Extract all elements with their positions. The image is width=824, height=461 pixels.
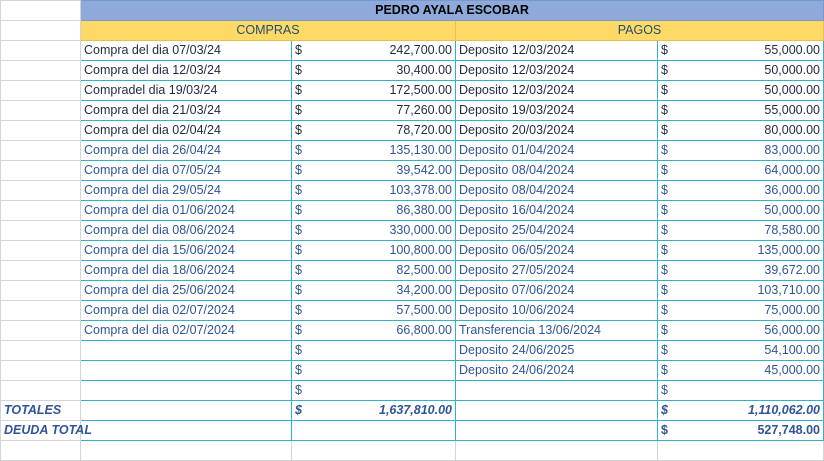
- compra-amount: 86,380.00: [396, 203, 452, 217]
- table-row: [1, 161, 824, 181]
- compra-description[interactable]: Compra del dia 07/05/24: [81, 161, 292, 181]
- pago-currency: $: [661, 43, 668, 57]
- pago-amount: 50,000.00: [764, 83, 820, 97]
- section-header-row: [1, 21, 824, 41]
- table-row: [1, 141, 824, 161]
- pago-currency: $: [661, 83, 668, 97]
- compra-amount-cell[interactable]: [292, 161, 456, 181]
- compra-currency: $: [295, 263, 302, 277]
- deuda-amount-cell[interactable]: [658, 421, 824, 441]
- table-row: [1, 41, 824, 61]
- pago-amount: 54,100.00: [764, 343, 820, 357]
- compra-description[interactable]: Compra del dia 18/06/2024: [81, 261, 292, 281]
- pago-amount: 135,000.00: [757, 243, 820, 257]
- pago-currency: $: [661, 343, 668, 357]
- pago-currency: $: [661, 223, 668, 237]
- pago-amount: 39,672.00: [764, 263, 820, 277]
- row-gutter-cell[interactable]: [1, 321, 81, 341]
- table-row: [1, 341, 824, 361]
- pago-currency: $: [661, 363, 668, 377]
- compra-amount: 82,500.00: [396, 263, 452, 277]
- compra-amount: 30,400.00: [396, 63, 452, 77]
- row-gutter-cell[interactable]: [1, 281, 81, 301]
- totales-label[interactable]: TOTALES: [1, 401, 81, 421]
- client-name-title[interactable]: PEDRO AYALA ESCOBAR: [81, 1, 824, 21]
- cell-a1[interactable]: [1, 1, 81, 21]
- pago-amount-cell[interactable]: [658, 121, 824, 141]
- compra-currency: $: [295, 303, 302, 317]
- compra-description[interactable]: [81, 361, 292, 381]
- compra-amount-cell[interactable]: [292, 81, 456, 101]
- row-gutter-cell[interactable]: [1, 161, 81, 181]
- compra-description[interactable]: Compra del dia 02/07/2024: [81, 301, 292, 321]
- deuda-currency: $: [661, 423, 668, 437]
- compra-description[interactable]: Compradel dia 19/03/24: [81, 81, 292, 101]
- compra-amount: 330,000.00: [389, 223, 452, 237]
- row-gutter-cell[interactable]: [1, 121, 81, 141]
- compra-amount: 103,378.00: [389, 183, 452, 197]
- pagos-header[interactable]: PAGOS: [456, 21, 824, 41]
- table-row: [1, 221, 824, 241]
- pago-amount-cell[interactable]: [658, 201, 824, 221]
- empty-cell[interactable]: [81, 441, 292, 461]
- compra-description[interactable]: Compra del dia 02/04/24: [81, 121, 292, 141]
- pago-amount: 103,710.00: [757, 283, 820, 297]
- compra-description[interactable]: Compra del dia 15/06/2024: [81, 241, 292, 261]
- totales-compras-cell[interactable]: [292, 401, 456, 421]
- table-row: [1, 241, 824, 261]
- deuda-total-label[interactable]: DEUDA TOTAL: [1, 421, 81, 441]
- row-gutter-cell[interactable]: [1, 41, 81, 61]
- pago-currency: $: [661, 183, 668, 197]
- pago-amount-cell[interactable]: [658, 321, 824, 341]
- sheet-body: [1, 1, 824, 461]
- row-gutter-cell[interactable]: [1, 381, 81, 401]
- compra-currency: $: [295, 83, 302, 97]
- totales-empty-cell[interactable]: [81, 401, 292, 421]
- pago-amount: 64,000.00: [764, 163, 820, 177]
- pago-description[interactable]: [456, 381, 658, 401]
- pago-description[interactable]: Deposito 24/06/2024: [456, 361, 658, 381]
- row-gutter-cell[interactable]: [1, 201, 81, 221]
- deuda-empty-cell-2[interactable]: [292, 421, 456, 441]
- compra-currency: $: [295, 383, 302, 397]
- pago-amount-cell[interactable]: [658, 301, 824, 321]
- compra-amount: 57,500.00: [396, 303, 452, 317]
- compra-currency: $: [295, 123, 302, 137]
- pago-description[interactable]: Deposito 01/04/2024: [456, 141, 658, 161]
- table-row: [1, 81, 824, 101]
- pago-description[interactable]: Deposito 19/03/2024: [456, 101, 658, 121]
- compra-amount: 39,542.00: [396, 163, 452, 177]
- pago-currency: $: [661, 303, 668, 317]
- compra-amount: 172,500.00: [389, 83, 452, 97]
- pago-currency: $: [661, 383, 668, 397]
- pago-description[interactable]: Deposito 12/03/2024: [456, 41, 658, 61]
- empty-cell[interactable]: [1, 441, 81, 461]
- row-gutter-cell[interactable]: [1, 61, 81, 81]
- pago-description[interactable]: Deposito 25/04/2024: [456, 221, 658, 241]
- totales-pagos-amount: 1,110,062.00: [747, 403, 820, 417]
- pago-amount: 83,000.00: [764, 143, 820, 157]
- compra-description[interactable]: Compra del dia 07/03/24: [81, 41, 292, 61]
- deuda-empty-cell-1[interactable]: [81, 421, 292, 441]
- compra-currency: $: [295, 323, 302, 337]
- compra-amount: 135,130.00: [389, 143, 452, 157]
- compra-description[interactable]: Compra del dia 29/05/24: [81, 181, 292, 201]
- pago-description[interactable]: Transferencia 13/06/2024: [456, 321, 658, 341]
- pago-currency: $: [661, 63, 668, 77]
- pago-description[interactable]: Deposito 12/03/2024: [456, 81, 658, 101]
- compra-amount: 77,260.00: [396, 103, 452, 117]
- compra-amount-cell[interactable]: [292, 141, 456, 161]
- pago-amount-cell[interactable]: [658, 181, 824, 201]
- row-gutter-cell[interactable]: [1, 361, 81, 381]
- row-gutter-cell[interactable]: [1, 141, 81, 161]
- row-gutter-cell[interactable]: [1, 261, 81, 281]
- compra-amount-cell[interactable]: [292, 61, 456, 81]
- pago-amount-cell[interactable]: [658, 361, 824, 381]
- pago-amount: 55,000.00: [764, 103, 820, 117]
- pago-currency: $: [661, 203, 668, 217]
- totales-pagos-currency: $: [661, 403, 668, 417]
- pago-currency: $: [661, 123, 668, 137]
- empty-cell[interactable]: [456, 441, 658, 461]
- deuda-row: [1, 421, 824, 441]
- compra-amount-cell[interactable]: [292, 201, 456, 221]
- compra-amount: 78,720.00: [396, 123, 452, 137]
- pago-currency: $: [661, 263, 668, 277]
- compra-amount: 242,700.00: [389, 43, 452, 57]
- compra-description[interactable]: Compra del dia 02/07/2024: [81, 321, 292, 341]
- compra-amount-cell[interactable]: [292, 381, 456, 401]
- row-gutter-cell[interactable]: [1, 81, 81, 101]
- compra-amount-cell[interactable]: [292, 181, 456, 201]
- table-row: [1, 361, 824, 381]
- pago-amount: 50,000.00: [764, 203, 820, 217]
- compra-currency: $: [295, 243, 302, 257]
- compra-description[interactable]: Compra del dia 01/06/2024: [81, 201, 292, 221]
- pago-currency: $: [661, 323, 668, 337]
- compra-description[interactable]: Compra del dia 25/06/2024: [81, 281, 292, 301]
- compra-currency: $: [295, 203, 302, 217]
- empty-cell[interactable]: [292, 441, 456, 461]
- pago-amount-cell[interactable]: [658, 101, 824, 121]
- pago-description[interactable]: Deposito 12/03/2024: [456, 61, 658, 81]
- table-row: [1, 121, 824, 141]
- compra-amount-cell[interactable]: [292, 321, 456, 341]
- compras-header[interactable]: COMPRAS: [81, 21, 456, 41]
- compra-currency: $: [295, 223, 302, 237]
- compra-currency: $: [295, 183, 302, 197]
- pago-amount-cell[interactable]: [658, 281, 824, 301]
- row-gutter-cell[interactable]: [1, 301, 81, 321]
- compra-currency: $: [295, 283, 302, 297]
- table-row: [1, 181, 824, 201]
- compra-amount-cell[interactable]: [292, 261, 456, 281]
- pago-description[interactable]: Deposito 16/04/2024: [456, 201, 658, 221]
- table-row: [1, 61, 824, 81]
- compra-currency: $: [295, 343, 302, 357]
- table-row: [1, 261, 824, 281]
- deuda-empty-cell-3[interactable]: [456, 421, 658, 441]
- compra-description[interactable]: Compra del dia 12/03/24: [81, 61, 292, 81]
- totals-row: [1, 401, 824, 421]
- pago-description[interactable]: Deposito 08/04/2024: [456, 181, 658, 201]
- empty-cell[interactable]: [658, 441, 824, 461]
- pago-amount-cell[interactable]: [658, 41, 824, 61]
- pago-amount-cell[interactable]: [658, 261, 824, 281]
- totales-compras-currency: $: [295, 403, 302, 417]
- pago-description[interactable]: Deposito 07/06/2024: [456, 281, 658, 301]
- pago-amount: 55,000.00: [764, 43, 820, 57]
- pago-amount: 50,000.00: [764, 63, 820, 77]
- compra-description[interactable]: [81, 341, 292, 361]
- pago-amount-cell[interactable]: [658, 221, 824, 241]
- pago-amount: 75,000.00: [764, 303, 820, 317]
- pago-amount-cell[interactable]: [658, 381, 824, 401]
- pago-currency: $: [661, 103, 668, 117]
- compra-description[interactable]: Compra del dia 08/06/2024: [81, 221, 292, 241]
- compra-description[interactable]: Compra del dia 21/03/24: [81, 101, 292, 121]
- pago-amount-cell[interactable]: [658, 341, 824, 361]
- totales-compras-amount: 1,637,810.00: [379, 403, 452, 417]
- table-row: [1, 321, 824, 341]
- row-gutter-cell[interactable]: [1, 241, 81, 261]
- table-row: [1, 301, 824, 321]
- compra-currency: $: [295, 143, 302, 157]
- pago-amount: 80,000.00: [764, 123, 820, 137]
- compra-amount: 66,800.00: [396, 323, 452, 337]
- pago-amount: 45,000.00: [764, 363, 820, 377]
- compra-amount: 34,200.00: [396, 283, 452, 297]
- compra-amount-cell[interactable]: [292, 121, 456, 141]
- pago-currency: $: [661, 163, 668, 177]
- compra-amount-cell[interactable]: [292, 341, 456, 361]
- row-gutter-cell[interactable]: [1, 181, 81, 201]
- compra-currency: $: [295, 103, 302, 117]
- row-gutter-cell[interactable]: [1, 221, 81, 241]
- compra-amount-cell[interactable]: [292, 281, 456, 301]
- pago-amount-cell[interactable]: [658, 241, 824, 261]
- row-gutter-cell[interactable]: [1, 341, 81, 361]
- pago-description[interactable]: Deposito 06/05/2024: [456, 241, 658, 261]
- compra-amount-cell[interactable]: [292, 241, 456, 261]
- compra-amount-cell[interactable]: [292, 41, 456, 61]
- pago-description[interactable]: Deposito 08/04/2024: [456, 161, 658, 181]
- compra-amount-cell[interactable]: [292, 221, 456, 241]
- compra-description[interactable]: [81, 381, 292, 401]
- blank-row: [1, 441, 824, 461]
- pago-amount: 36,000.00: [764, 183, 820, 197]
- compra-currency: $: [295, 63, 302, 77]
- compra-currency: $: [295, 163, 302, 177]
- compra-currency: $: [295, 43, 302, 57]
- pago-amount: 78,580.00: [764, 223, 820, 237]
- pago-currency: $: [661, 283, 668, 297]
- pago-description[interactable]: Deposito 24/06/2025: [456, 341, 658, 361]
- pago-description[interactable]: Deposito 10/06/2024: [456, 301, 658, 321]
- pago-amount-cell[interactable]: [658, 161, 824, 181]
- totales-pagos-cell[interactable]: [658, 401, 824, 421]
- compra-amount: 100,800.00: [389, 243, 452, 257]
- deuda-amount: 527,748.00: [757, 423, 820, 437]
- table-row: [1, 281, 824, 301]
- table-row: [1, 381, 824, 401]
- pago-amount-cell[interactable]: [658, 81, 824, 101]
- compra-amount-cell[interactable]: [292, 361, 456, 381]
- pago-currency: $: [661, 243, 668, 257]
- pago-description[interactable]: Deposito 20/03/2024: [456, 121, 658, 141]
- totales-pagos-empty-cell[interactable]: [456, 401, 658, 421]
- pago-description[interactable]: Deposito 27/05/2024: [456, 261, 658, 281]
- compra-currency: $: [295, 363, 302, 377]
- pago-currency: $: [661, 143, 668, 157]
- row-gutter-cell[interactable]: [1, 101, 81, 121]
- compra-description[interactable]: Compra del dia 26/04/24: [81, 141, 292, 161]
- title-row: [1, 1, 824, 21]
- table-row: [1, 101, 824, 121]
- table-row: [1, 201, 824, 221]
- compra-amount-cell[interactable]: [292, 101, 456, 121]
- compra-amount-cell[interactable]: [292, 301, 456, 321]
- pago-amount: 56,000.00: [764, 323, 820, 337]
- cell-a2[interactable]: [1, 21, 81, 41]
- pago-amount-cell[interactable]: [658, 61, 824, 81]
- pago-amount-cell[interactable]: [658, 141, 824, 161]
